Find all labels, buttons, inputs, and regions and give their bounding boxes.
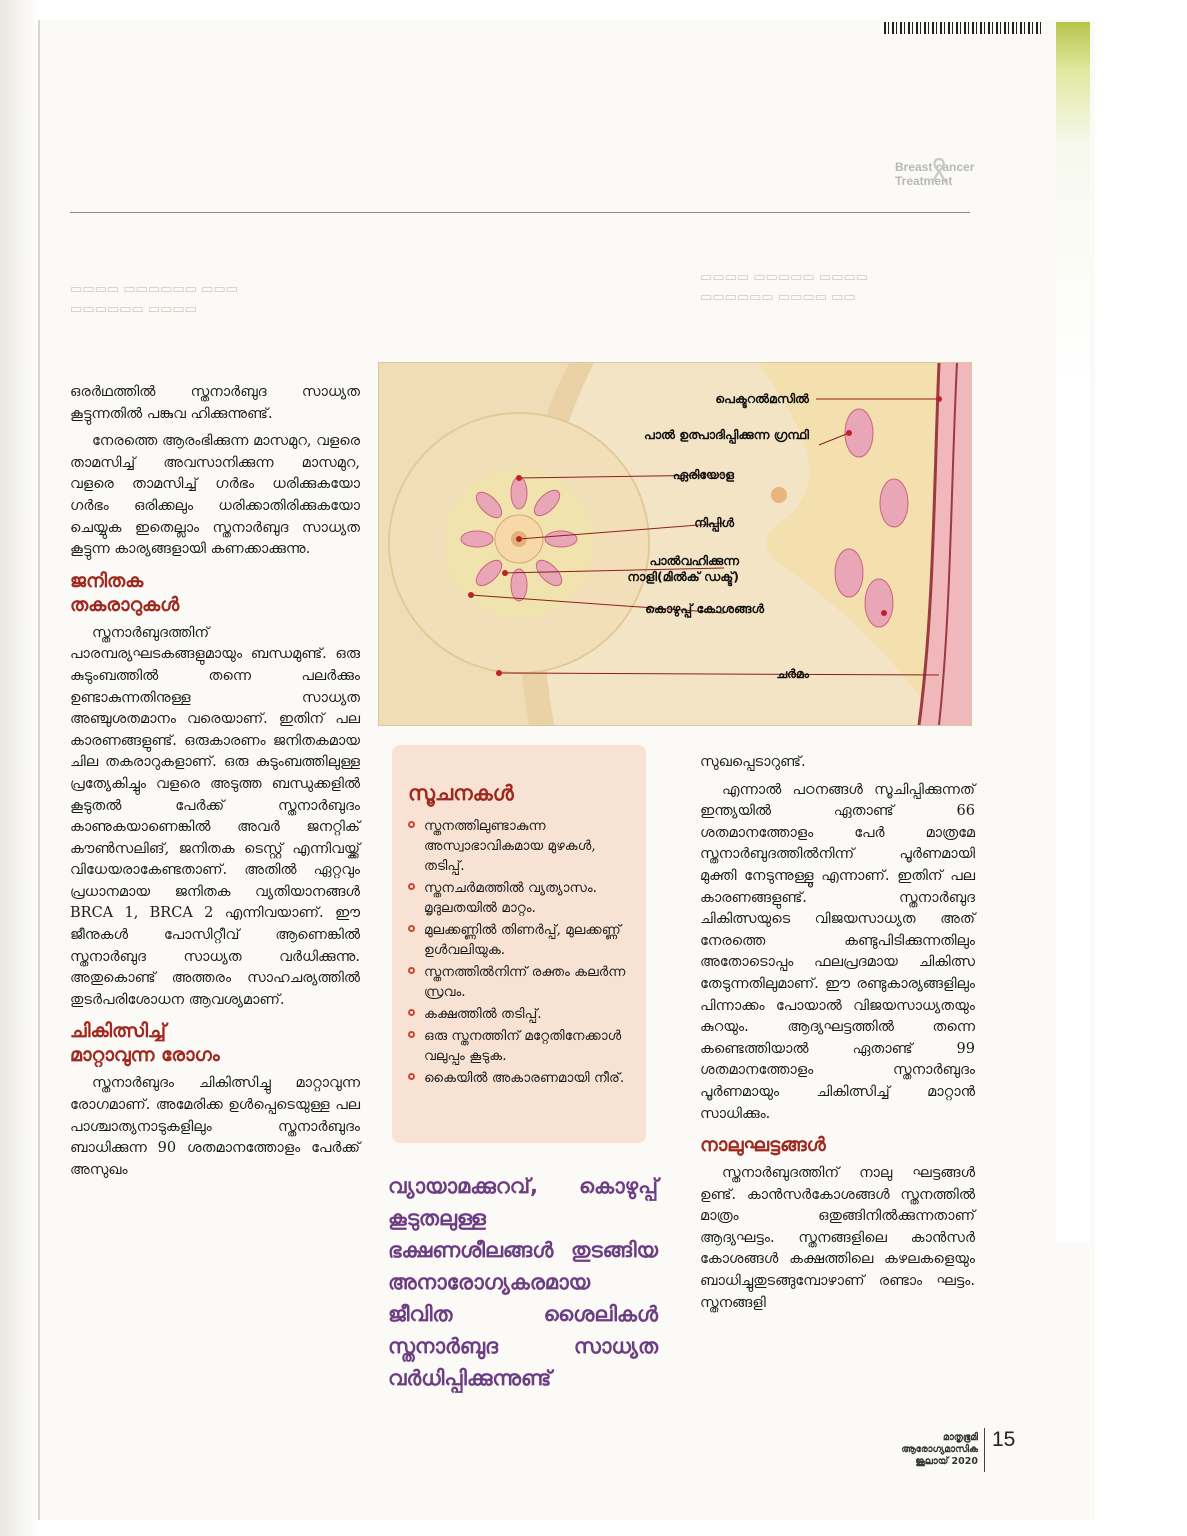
bullet-circle-icon [408, 1073, 415, 1080]
label-nipple: നിപ്പിൾ [694, 515, 734, 530]
symptoms-box [392, 745, 646, 1143]
pull-quote-column [388, 1170, 658, 1394]
symptom-text: ഒരു സ്തനത്തിന് മറ്റേതിനേക്കാൾ വലുപ്പം കൂടുക. [424, 1028, 622, 1064]
heading-curable-line1: ചികിത്സിച്ച് [70, 1020, 167, 1043]
symptom-text: സ്തനത്തിൽനിന്ന് രക്തം കലർന്ന സ്രവം. [424, 964, 626, 1000]
symptom-text: സ്തനചർമത്തിൽ വ്യത്യാസം. മൃദുലതയിൽ മാറ്റം. [424, 880, 597, 916]
list-item [408, 816, 630, 876]
right-para-2: എന്നാൽ പഠനങ്ങൾ സൂചിപ്പിക്കുന്നത് ഇന്ത്യയിൽ ഏതാണ്ട് 66 ശതമാനത്തോളം പേർ മാത്രമേ സ്തനാർബുദത്തിൽനിന്ന് പൂർണമായി മുക്തി നേടുന്നുള്ളൂ എന്നാണ്. ഇതിന് പല കാരണങ്ങളുണ്ട്. സ്തനാർബുദ ചികിത്സയുടെ വിജയസാധ്യത അത് നേരത്തെ കണ്ടുപിടിക്കുന്നതിലും അതോടൊപ്പം ഫലപ്രദമായ ചികിത്സ തേടുന്നതിലുമാണ്. ഈ രണ്ടുകാര്യങ്ങളിലും പിന്നാക്കം പോയാൽ വിജയസാധ്യതയും കുറയും. ആദ്യഘട്ടത്തിൽ തന്നെ കണ്ടെത്തിയാൽ ഏതാണ്ട് 99 ശതമാനത്തോളം സ്തനാർബുദം പൂർണമായും ചികിത്സിച്ച് മാറ്റാൻ സാധിക്കും. [700, 781, 975, 1122]
footer-divider [984, 1428, 985, 1472]
barcode [884, 22, 1044, 34]
heading-curable-disease [70, 1019, 360, 1067]
symptom-text: കൈയിൽ അകാരണമായി നീര്. [424, 1070, 625, 1086]
heading-genetic-line2: തകരാറുകൾ [70, 593, 180, 616]
symptoms-list [408, 816, 630, 1088]
left-para-1: ഒരർഥത്തിൽ സ്തനാർബുദ സാധ്യത കൂട്ടുന്നതിൽ പങ്കുവ ഹിക്കുന്നുണ്ട്. [70, 384, 360, 422]
left-para-2: നേരത്തെ ആരംഭിക്കുന്ന മാസമുറ, വളരെ താമസിച്ച് അവസാനിക്കുന്ന മാസമുറ, വളരെ താമസിച്ച് ഗർഭം ധരിക്കുകയോ ഗർഭം ഒരിക്കലും ധരിക്കാതിരിക്കുകയോ ചെയ്യുക ഇതെല്ലാം സ്തനാർബുദ സാധ്യത കൂട്ടുന്ന കാര്യങ്ങളായി കണക്കാക്കുന്നു. [70, 433, 360, 558]
bullet-circle-icon [408, 925, 415, 932]
label-milk-duct: പാൽവഹിക്കുന്ന നാളി(മിൽക് ഡക്ട്) [627, 553, 739, 584]
bleed-through-text: ▭▭▭▭ ▭▭▭▭▭ ▭▭▭▭ ▭▭▭▭▭▭ ▭▭▭▭ ▭▭ [700, 270, 868, 305]
page-gutter-shadow [0, 0, 40, 1536]
publication-date: ജൂലായ് 2020 [915, 1456, 978, 1467]
symptom-text: സ്തനത്തിലുണ്ടാകുന്ന അസ്വാഭാവികമായ മുഴകൾ, തടിപ്പ്. [424, 818, 596, 874]
symptoms-title: സൂചനകൾ [408, 781, 514, 805]
awareness-ribbon-icon [928, 157, 950, 185]
bullet-circle-icon [408, 967, 415, 974]
label-skin: ചർമം [776, 666, 809, 681]
left-para-3: സ്തനാർബുദത്തിന് പാരമ്പര്യഘടകങ്ങളുമായും ബന്ധമുണ്ട്. ഒരു കുടുംബത്തിൽ തന്നെ പലർക്കും ഉണ്ടാകുന്നതിനുള്ള സാധ്യത അഞ്ചുശതമാനം വരെയാണ്. ഇതിന് പല കാരണങ്ങളുണ്ട്. ഒരുകാരണം ജനിതകമായ ചില തകരാറുകളാണ്. ഒരു കുടുംബത്തിലുള്ള പ്രത്യേകിച്ചും വളരെ അടുത്ത ബന്ധുക്കളിൽ കൂടുതൽ പേർക്ക് സ്തനാർബുദം കാണുകയാണെങ്കിൽ അവർ ജനറ്റിക് കൗൺസലിങ്, ജനിതക ടെസ്റ്റ് എന്നിവയ്ക്ക് വിധേയരാകേണ്ടതാണ്. അതിൽ ഏറ്റവും പ്രധാനമായ ജനിതക വ്യതിയാനങ്ങൾ BRCA 1, BRCA 2 എന്നിവയാണ്. ഈ ജീനുകൾ പോസിറ്റീവ് ആണെങ്കിൽ സ്തനാർബുദ സാധ്യത വർധിക്കുന്നു. അതുകൊണ്ട് അത്തരം സാഹചര്യത്തിൽ തുടർപരിശോധന ആവശ്യമാണ്. [70, 624, 360, 1008]
publication-credit [868, 1432, 978, 1468]
breast-anatomy-illustration [378, 362, 972, 726]
header-rule [70, 212, 970, 213]
list-item [408, 1068, 630, 1088]
label-areola: ഏരിയോള [672, 467, 734, 482]
bleed-through-text-left: ▭▭▭▭ ▭▭▭▭▭▭ ▭▭▭ ▭▭▭▭▭▭ ▭▭▭▭ [70, 282, 238, 317]
label-fat-cells: കൊഴുപ്പ് കോശങ്ങൾ [645, 601, 764, 616]
bullet-circle-icon [408, 883, 415, 890]
section-tag-line2: Treatment [895, 174, 953, 188]
section-tag-line1: Breast cancer [895, 160, 975, 174]
right-para-1: സുഖപ്പെടാറുണ്ട്. [700, 754, 806, 770]
list-item [408, 920, 630, 960]
list-item [408, 1026, 630, 1066]
pull-quote: വ്യായാമക്കുറവ്, കൊഴുപ്പ് കൂടുതലുള്ള ഭക്ഷണശീലങ്ങൾ തുടങ്ങിയ അനാരോഗ്യകരമായ ജീവിത ശൈലികൾ സ്തനാർബുദ സാധ്യത വർധിപ്പിക്കുന്നുണ്ട് [388, 1174, 658, 1390]
heading-genetic-line1: ജനിതക [70, 569, 144, 592]
list-item [408, 962, 630, 1002]
right-column [700, 752, 975, 1320]
heading-four-stages: നാലുഘട്ടങ്ങൾ [700, 1134, 826, 1157]
bullet-circle-icon [408, 1009, 415, 1016]
page-number: 15 [992, 1428, 1016, 1451]
heading-curable-line2: മാറ്റാവുന്ന രോഗം [70, 1044, 220, 1067]
bullet-circle-icon [408, 1031, 415, 1038]
list-item [408, 1004, 630, 1024]
bullet-circle-icon [408, 821, 415, 828]
left-column [70, 382, 360, 1187]
list-item [408, 878, 630, 918]
label-pectoral-muscle: പെക്ടറൽമസിൽ [715, 391, 809, 406]
label-milk-gland: പാൽ ഉത്പാദിപ്പിക്കുന്ന ഗ്രന്ഥി [644, 427, 809, 442]
publication-subtitle: ആരോഗ്യമാസിക [901, 1444, 978, 1455]
page-edge-tab [1056, 22, 1090, 1242]
symptom-text: മുലക്കണ്ണിൽ തിണർപ്പ്, മുലക്കണ്ണ് ഉൾവലിയുക. [424, 922, 621, 958]
right-para-3: സ്തനാർബുദത്തിന് നാലു ഘട്ടങ്ങൾ ഉണ്ട്. കാൻസർകോശങ്ങൾ സ്തനത്തിൽ മാത്രം ഒതുങ്ങിനിൽക്കുന്നതാണ് ആദ്യഘട്ടം. സ്തനങ്ങളിലെ കാൻസർ കോശങ്ങൾ കക്ഷത്തിലെ കഴലകളെയും ബാധിച്ചുതുടങ്ങുമ്പോഴാണ് രണ്ടാം ഘട്ടം. സ്തനങ്ങളി [700, 1165, 975, 1311]
heading-genetic-defects [70, 569, 360, 617]
symptom-text: കക്ഷത്തിൽ തടിപ്പ്. [424, 1006, 542, 1022]
anatomy-drawing [379, 363, 971, 725]
left-para-4: സ്തനാർബുദം ചികിത്സിച്ചു മാറ്റാവുന്ന രോഗമാണ്. അമേരിക്ക ഉൾപ്പെടെയുള്ള പല പാശ്ചാത്യനാടുകളിലും സ്തനാർബുദം ബാധിക്കുന്ന 90 ശതമാനത്തോളം പേർക്ക് അസുഖം [70, 1075, 360, 1178]
publication-name: മാതൃഭൂമി [943, 1432, 978, 1443]
